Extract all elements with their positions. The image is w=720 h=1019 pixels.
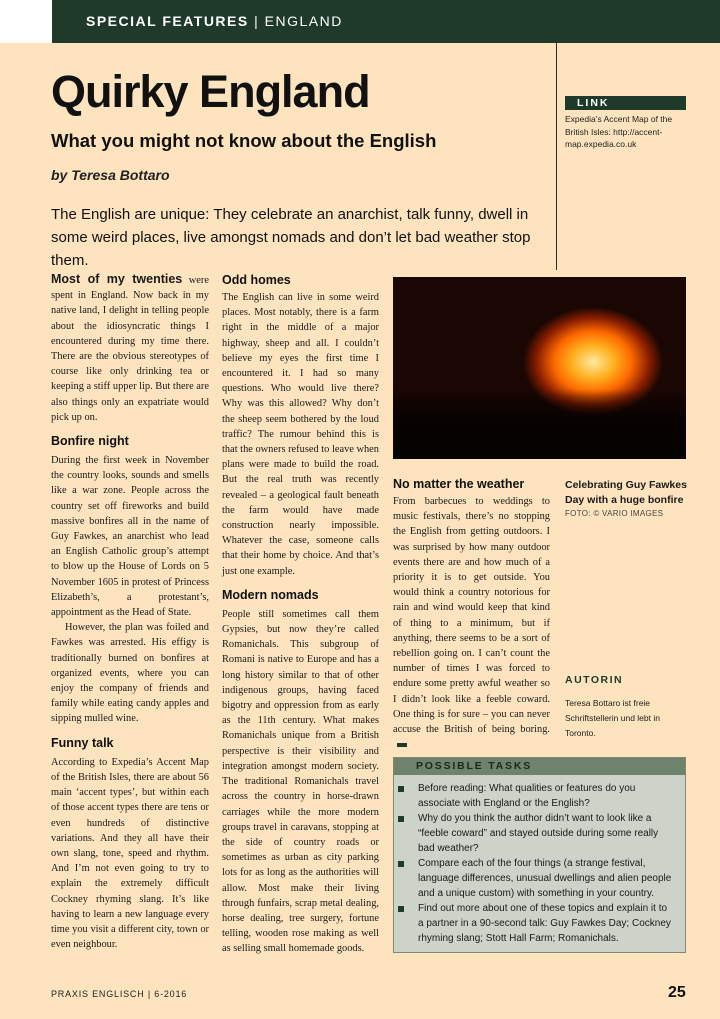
page-number: 25 <box>668 984 686 1001</box>
square-bullet-icon <box>398 816 404 822</box>
section-region: ENGLAND <box>264 13 343 29</box>
nomads-paragraph: People still sometimes call them Gypsies, but now they’re called Romanichals. This subgroup of Romani is native to Europe and has a long history similar to that of other indigenous groups, having faced bigotry and oppression from as early as the 11th century. What makes Romanichals unique from a British perspective is their visibility and integration amongst modern society. The traditional Romanichals travel across the country in horse-drawn carriages while the more modern groups travel in caravans, stopping at the side of country roads or sometimes as urban as city parking lots for as long as the authorities will allow. Most make their living through funfairs, scrap metal dealing, horse dealing, tree surgery, fortune telling, wooden rose making as well as selling small homemade goods. <box>222 608 379 955</box>
task-text: Find out more about one of these topics and explain it to a partner in a 90-second talk: Guy Fawkes Day; Cockney rhyming slang; Stott Hall Farm; Romanichals. <box>418 903 671 944</box>
possible-tasks-box <box>393 757 686 953</box>
section-label: SPECIAL FEATURES <box>86 13 249 29</box>
bonfire-paragraph-1: During the first week in November the country looks, sounds and smells like a war zone. People across the country set off fireworks and build massive bonfires all in the name of Guy Fawkes, an anarchist who lead an English Catholic group’s attempt to blow up the House of Lords on 5 November 1605 in protest of Princess Elizabeth’s, a protestant’s, appointment as the Head of State. <box>51 455 209 619</box>
task-text: Compare each of the four things (a strange festival, language differences, unusual dwellings and alien people and a unique custom) with something in your country. <box>418 858 672 899</box>
square-bullet-icon <box>398 906 404 912</box>
bonfire-photo <box>393 277 686 459</box>
end-mark <box>397 743 407 747</box>
column-1 <box>51 272 209 952</box>
crowd-silhouette <box>393 389 686 459</box>
header-divider <box>556 43 557 270</box>
square-bullet-icon <box>398 786 404 792</box>
task-text: Before reading: What qualities or features do you associate with England or the English? <box>418 783 636 809</box>
task-item <box>416 781 675 811</box>
author-heading: AUTORIN <box>565 674 624 686</box>
odd-homes-heading: Odd homes <box>222 273 291 287</box>
article-byline: by Teresa Bottaro <box>51 167 170 183</box>
link-box-text[interactable]: Expedia’s Accent Map of the British Isles: http://accent-map.expedia.co.uk <box>565 114 673 149</box>
task-item <box>416 856 675 901</box>
link-box-label: LINK <box>565 96 686 110</box>
section-separator: | <box>254 13 260 29</box>
article-subtitle: What you might not know about the English <box>51 130 437 151</box>
section-header <box>86 13 343 29</box>
task-item <box>416 901 675 946</box>
column-3 <box>393 476 550 752</box>
photo-caption: Celebrating Guy Fawkes Day with a huge bonfire <box>565 479 687 506</box>
task-item <box>416 811 675 856</box>
funny-talk-paragraph: According to Expedia’s Accent Map of the British Isles, there are about 56 main ‘accent types’, but within each of those accent types there are tens or even hundreds of distinctive variations. And they all have their own slang, tone, speed and rhythm. And I’m not even going to try to explain the extremely difficult Cockney rhyming slang. It’s like having to learn a new language every time you visit a different city, town or even neighbour. <box>51 756 209 951</box>
footer-publication: PRAXIS ENGLISCH | 6-2016 <box>51 989 188 999</box>
square-bullet-icon <box>398 861 404 867</box>
photo-credit: FOTO: © VARIO IMAGES <box>565 509 664 518</box>
col1-lead-heading: Most of my twenties <box>51 272 183 286</box>
weather-text: From barbecues to weddings to music festivals, there’s no stopping the English from getting outdoors. I was surprised by how many outdoor events there are and how much of a priority it is to get outside. You would think a country notorious for rain and wind would keep that kind of thing to a minimum, but if anything, there seems to be a sort of rebellion going on. I can’t count the number of times I was forced to endure some pretty awful weather so I didn’t look like a feeble coward. One thing is for sure – you can never accuse the British of being boring. <box>393 496 550 736</box>
weather-paragraph <box>393 494 550 752</box>
odd-homes-paragraph: The English can live in some weird places. Most notably, there is a farm right in the middle of a major highway, sheep and all. I couldn’t believe my eyes the first time I encountered it. I had so many questions. Who would live there? Why was this allowed? Why don’t the sheep seem bothered by the loud traffic? The rumour behind this is that the owners refused to leave when plans were made to build the road. But the real truth was recently revealed – a geological fault beneath the farm would have made construction nearly impossible. Whatever the case, someone calls that their home by choice. And that’s just one example. <box>222 292 379 577</box>
nomads-heading: Modern nomads <box>222 587 319 602</box>
bonfire-heading: Bonfire night <box>51 434 129 449</box>
article-intro: The English are unique: They celebrate an anarchist, talk funny, dwell in some weird places, live amongst nomads and don’t let bad weather stop them. <box>51 206 531 269</box>
weather-heading: No matter the weather <box>393 477 525 491</box>
tasks-heading: POSSIBLE TASKS <box>394 758 685 775</box>
funny-talk-heading: Funny talk <box>51 735 114 750</box>
tasks-list <box>394 781 685 946</box>
task-text: Why do you think the author didn’t want to look like a “feeble coward” and stayed outside during some really bad weather? <box>418 813 659 854</box>
col1-lead-text: were spent in England. Now back in my native land, I delight in telling people about the idiosyncratic things I encountered during my time there. There are the obvious stereotypes of course like only drinking tea or keeping a stiff upper lip. But there are also things only an expatriate would pick up on. <box>51 275 209 423</box>
col1-lead-paragraph <box>51 272 209 425</box>
article-title: Quirky England <box>51 66 370 117</box>
author-text: Teresa Bottaro ist freie Schriftstellerin und lebt in Toronto. <box>565 698 660 738</box>
bonfire-paragraph-2: However, the plan was foiled and Fawkes was arrested. His effigy is traditionally burned on bonfires at organized events, where you can enjoy the company of friends and family while eating candy apples and sipping mulled wine. <box>51 622 209 725</box>
column-2 <box>222 272 379 957</box>
